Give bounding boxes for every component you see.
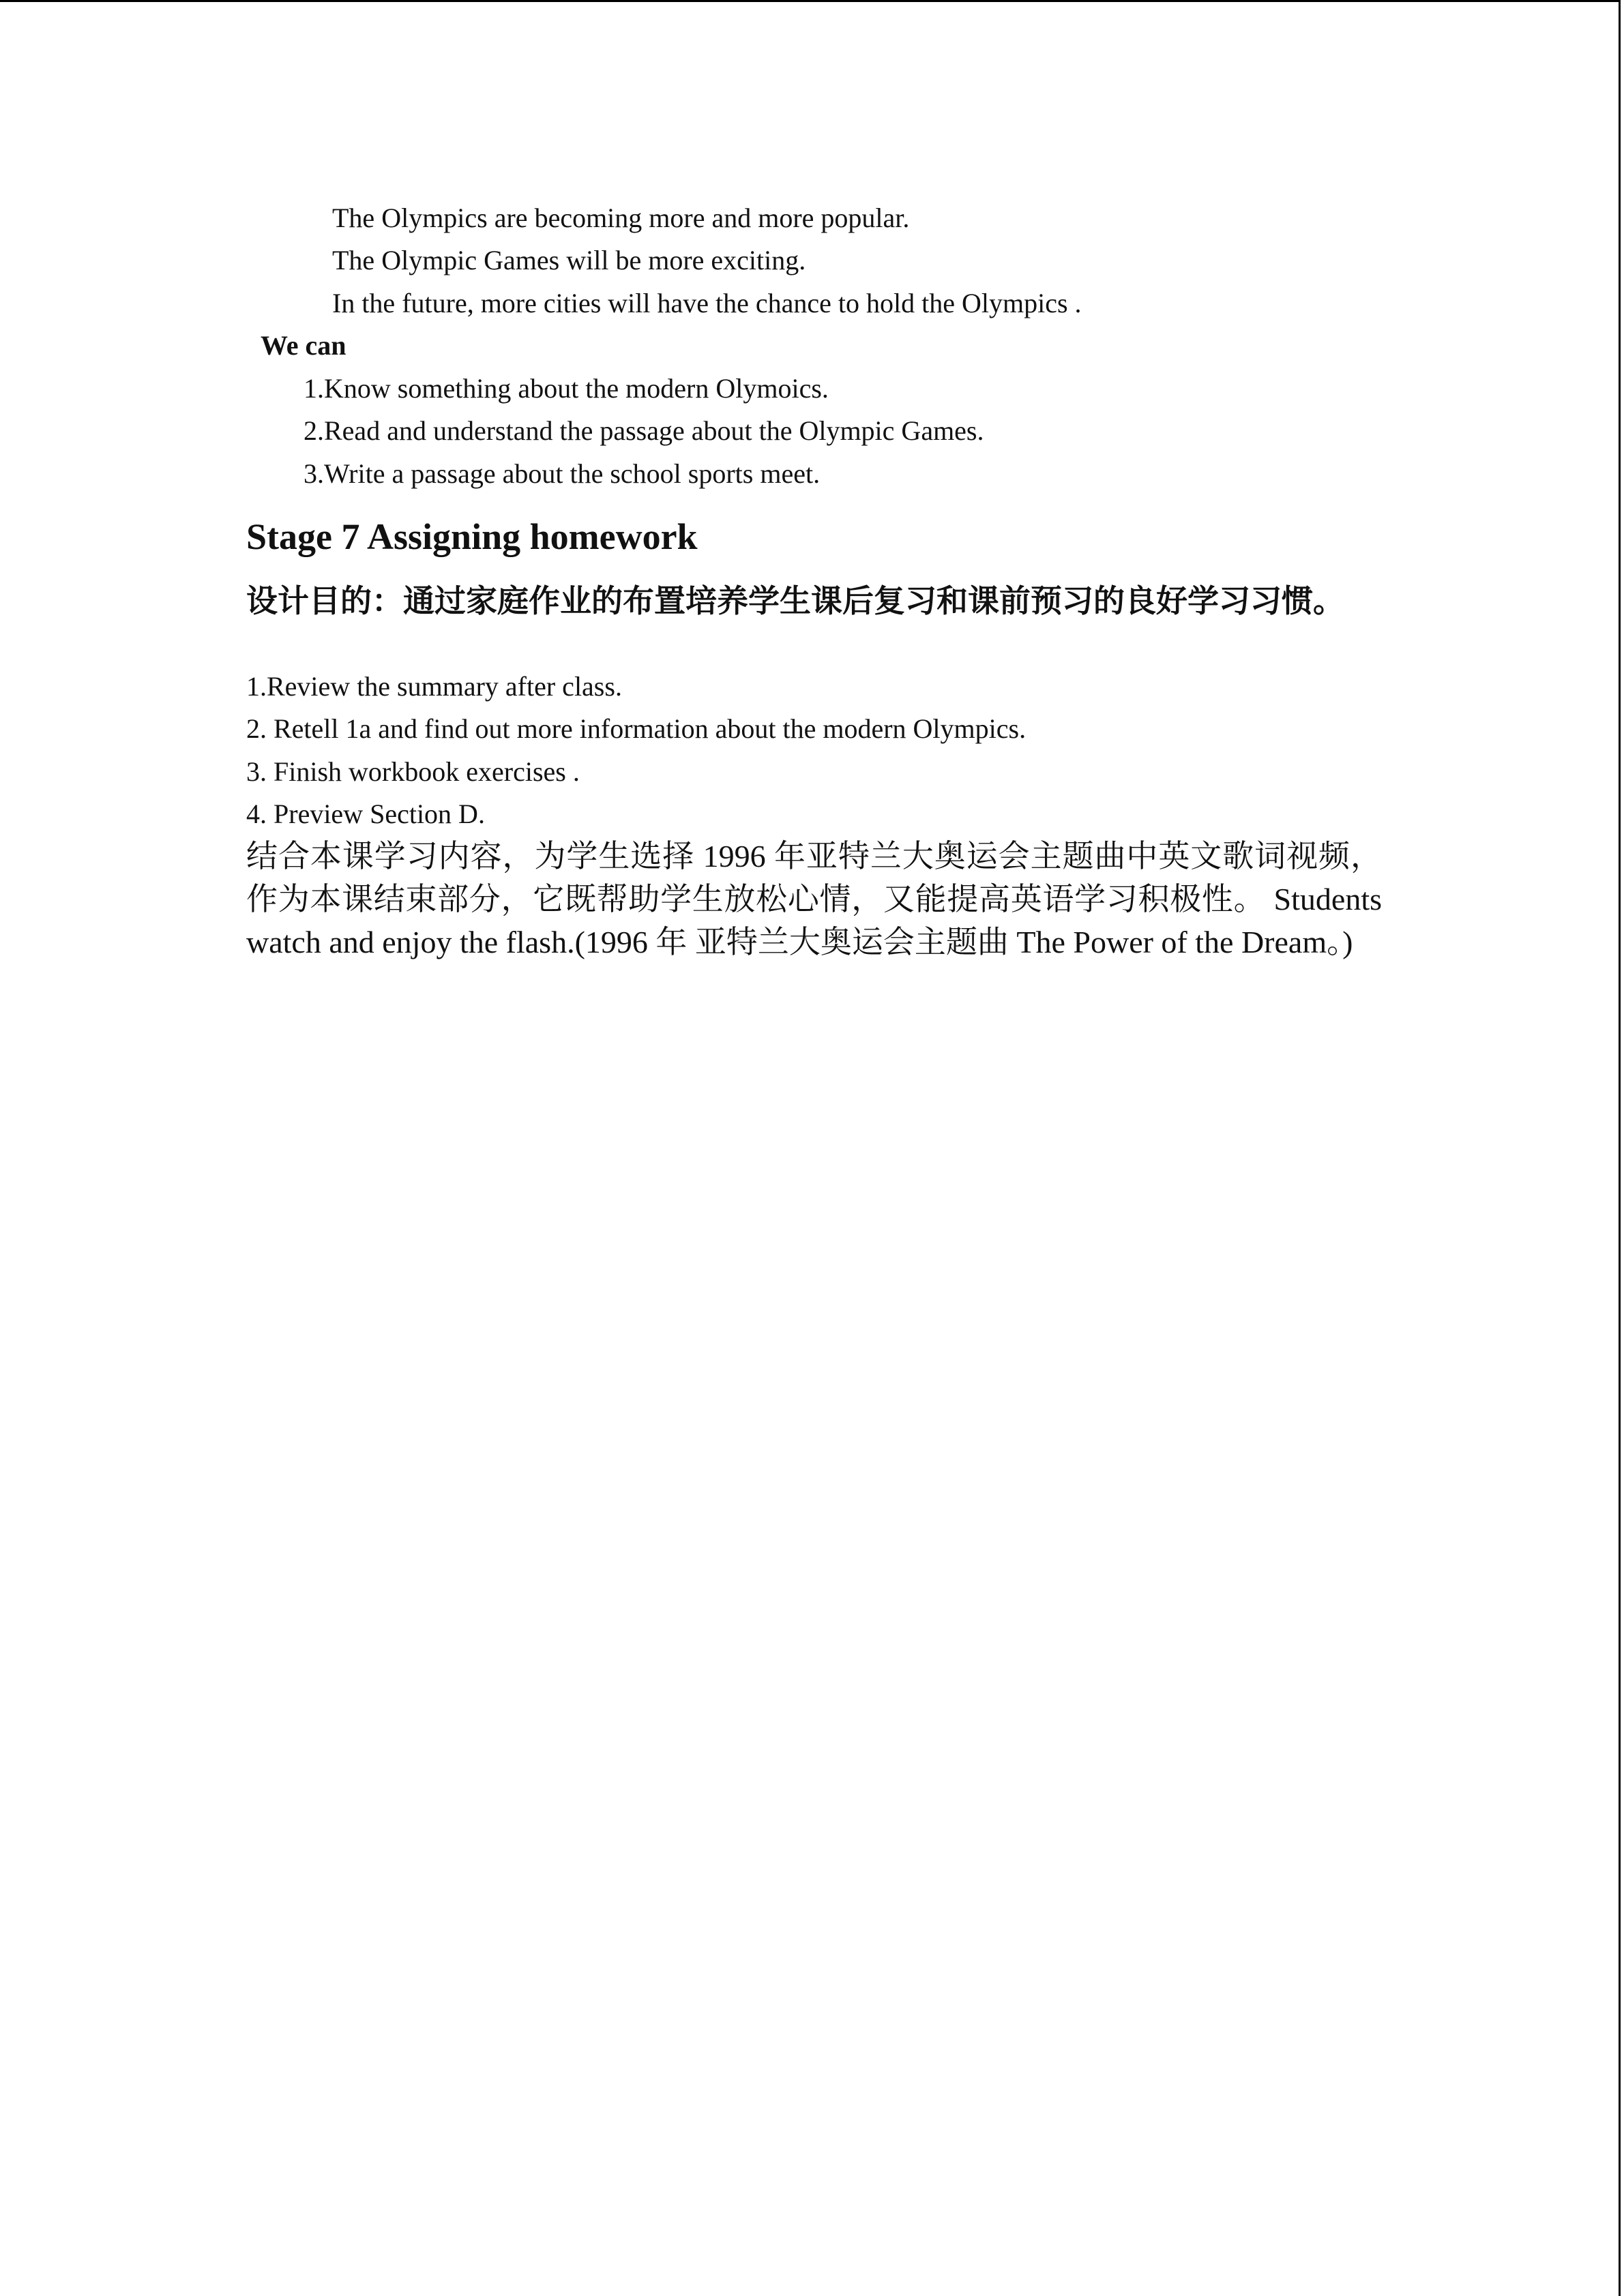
- homework-item: 4. Preview Section D.: [246, 799, 485, 829]
- closing-paragraph: [246, 835, 1382, 964]
- summary-line: The Olympic Games will be more exciting.: [332, 245, 806, 275]
- closing-chinese-text: 结合本课学习内容，为学生选择 1996 年亚特兰大奥运会主题曲中英文歌词视频，作为本课结束部分，它既帮助学生放松心情，又能提高英语学习积极性。: [246, 839, 1382, 916]
- summary-line: The Olympics are becoming more and more popular.: [332, 203, 910, 233]
- we-can-item: 1.Know something about the modern Olymoics.: [304, 373, 829, 404]
- homework-item: 3. Finish workbook exercises .: [246, 756, 580, 787]
- we-can-item: 3.Write a passage about the school sports meet.: [304, 458, 821, 489]
- we-can-item: 2.Read and understand the passage about the Olympic Games.: [304, 415, 984, 446]
- summary-line: In the future, more cities will have the chance to hold the Olympics .: [332, 288, 1082, 318]
- we-can-heading: We can: [261, 330, 346, 361]
- homework-item: 2. Retell 1a and find out more information about the modern Olympics.: [246, 713, 1027, 744]
- homework-item: 1.Review the summary after class.: [246, 671, 622, 702]
- design-purpose: 设计目的：通过家庭作业的布置培养学生课后复习和课前预习的良好学习习惯。: [246, 582, 1344, 619]
- stage7-heading: Stage 7 Assigning homework: [246, 516, 698, 557]
- closing-english-text: Students watch and enjoy the flash.(1996 年 亚特兰大奥运会主题曲 The Power of the Dream。): [246, 882, 1383, 959]
